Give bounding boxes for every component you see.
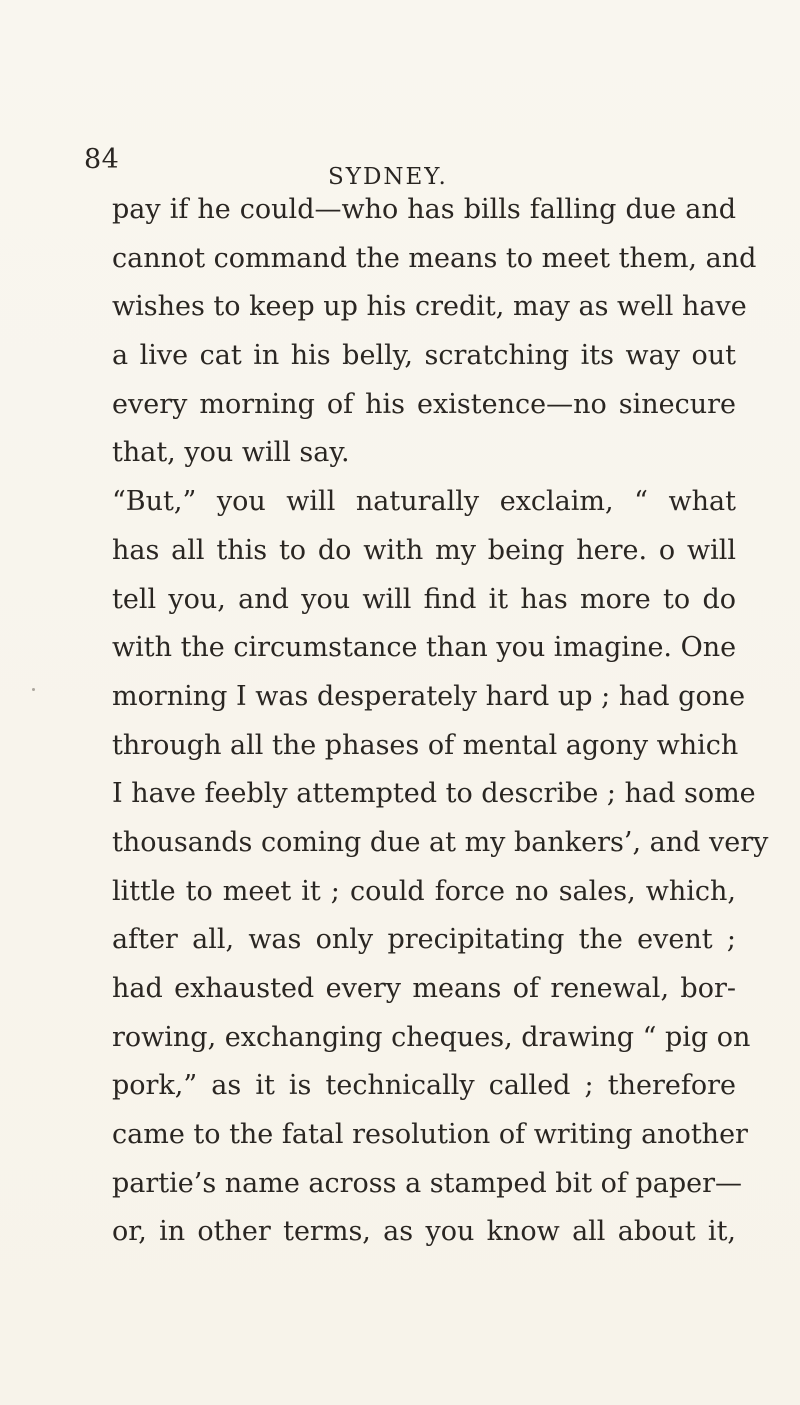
text-line-13: I have feebly attempted to describe ; had some <box>112 778 756 810</box>
text-line-11: morning I was desperately hard up ; had gone <box>112 680 746 712</box>
paper-speck <box>32 688 35 691</box>
body-text <box>112 186 769 1257</box>
running-head: SYDNEY. <box>328 164 448 190</box>
text-line-2: cannot command the means to meet them, and <box>112 242 757 274</box>
text-line-22: or, in other terms, as you know all about it, <box>112 1216 736 1248</box>
text-line-8: has all this to do with my being here. o will <box>112 534 736 566</box>
text-line-15: little to meet it ; could force no sales, which, <box>112 875 736 907</box>
page-number: 84 <box>84 144 120 175</box>
text-line-21: partie’s name across a stamped bit of paper— <box>112 1167 743 1199</box>
text-line-4: a live cat in his belly, scratching its way out <box>112 340 736 372</box>
text-line-14: thousands coming due at my bankers’, and very <box>112 826 769 858</box>
text-line-19: pork,” as it is technically called ; therefore <box>112 1070 736 1102</box>
text-line-6: that, you will say. <box>112 437 350 469</box>
text-line-9: tell you, and you will find it has more to do <box>112 583 736 615</box>
text-line-16: after all, was only precipitating the event ; <box>112 924 736 956</box>
text-line-5: every morning of his existence—no sinecure <box>112 388 736 420</box>
text-line-3: wishes to keep up his credit, may as well have <box>112 291 747 323</box>
text-line-17: had exhausted every means of renewal, bor- <box>112 973 736 1004</box>
text-line-18: rowing, exchanging cheques, drawing “ pig on <box>112 1021 751 1053</box>
text-line-10: with the circumstance than you imagine. One <box>112 632 737 664</box>
text-line-1: pay if he could—who has bills falling due and <box>112 194 736 225</box>
text-line-7: “But,” you will naturally exclaim, “ what <box>112 486 736 518</box>
text-line-20: came to the fatal resolution of writing another <box>112 1119 748 1151</box>
text-line-12: through all the phases of mental agony which <box>112 729 739 761</box>
